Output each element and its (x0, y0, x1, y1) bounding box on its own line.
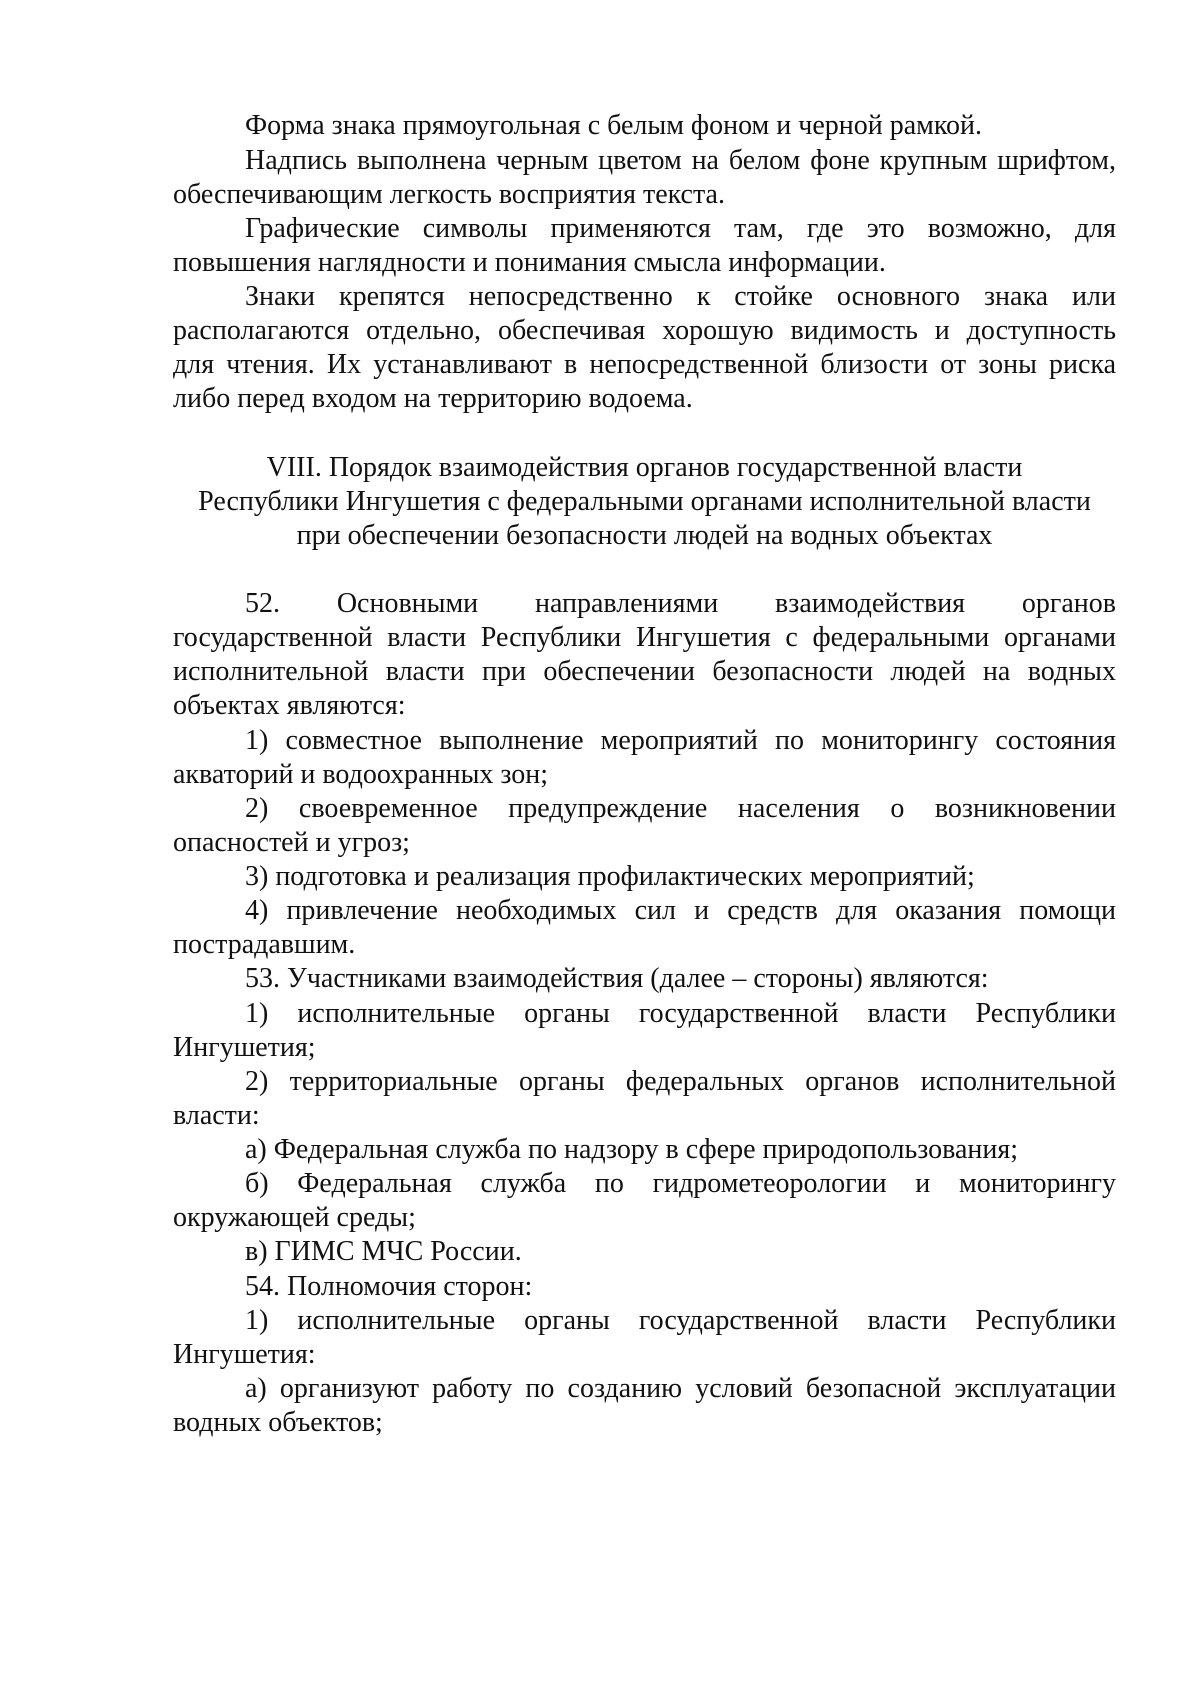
clause-54-1-a: а) организуют работу по созданию условий безопасной эксплуатации (245, 1373, 1116, 1404)
clause-52-1: акваторий и водоохранных зон; (173, 759, 549, 790)
paragraph-sign-mounting: либо перед входом на территорию водоема. (173, 383, 693, 414)
clause-52-4: 4) привлечение необходимых сил и средств для оказания помощи (245, 895, 1116, 926)
paragraph-inscription: обеспечивающим легкость восприятия текста. (173, 179, 725, 210)
clause-53: 53. Участниками взаимодействия (далее – стороны) являются: (245, 963, 989, 994)
paragraph-sign-mounting: располагаются отдельно, обеспечивая хорошую видимость и доступность (173, 315, 1116, 346)
clause-53-1: Ингушетия; (173, 1032, 316, 1063)
clause-52-2: 2) своевременное предупреждение населения о возникновении (245, 793, 1116, 824)
clause-52-3: 3) подготовка и реализация профилактических мероприятий; (245, 861, 975, 892)
clause-52-4: пострадавшим. (173, 929, 356, 960)
paragraph-inscription: Надпись выполнена черным цветом на белом фоне крупным шрифтом, (245, 145, 1116, 176)
clause-53-2: власти: (173, 1100, 260, 1131)
clause-53-2: 2) территориальные органы федеральных органов исполнительной (245, 1066, 1116, 1097)
clause-54: 54. Полномочия сторон: (245, 1271, 533, 1302)
clause-52: государственной власти Республики Ингушетия с федеральными органами (173, 622, 1116, 653)
clause-54-1: Ингушетия: (173, 1339, 316, 1370)
clause-52: объектах являются: (173, 690, 406, 721)
clause-52: исполнительной власти при обеспечении безопасности людей на водных (173, 656, 1116, 687)
clause-52-1: 1) совместное выполнение мероприятий по мониторингу состояния (245, 725, 1116, 756)
paragraph-sign-mounting: Знаки крепятся непосредственно к стойке основного знака или (245, 281, 1116, 312)
clause-53-2-b: б) Федеральная служба по гидрометеорологии и мониторингу (245, 1168, 1116, 1199)
paragraph-sign-mounting: для чтения. Их устанавливают в непосредственной близости от зоны риска (173, 349, 1116, 380)
paragraph-graphic-symbols: Графические символы применяются там, где это возможно, для (245, 213, 1116, 244)
clause-53-2-b: окружающей среды; (173, 1202, 416, 1233)
paragraph-graphic-symbols: повышения наглядности и понимания смысла информации. (173, 247, 886, 278)
clause-53-2-c: в) ГИМС МЧС России. (245, 1236, 522, 1267)
clause-52-2: опасностей и угроз; (173, 827, 410, 858)
clause-53-2-a: а) Федеральная служба по надзору в сфере природопользования; (245, 1134, 1019, 1165)
section-heading: Республики Ингушетия с федеральными органами исполнительной власти (198, 486, 1091, 517)
clause-54-1-a: водных объектов; (173, 1407, 383, 1438)
section-heading: VIII. Порядок взаимодействия органов государственной власти (266, 452, 1023, 483)
section-heading: при обеспечении безопасности людей на водных объектах (296, 520, 993, 551)
clause-53-1: 1) исполнительные органы государственной власти Республики (245, 998, 1116, 1029)
clause-54-1: 1) исполнительные органы государственной власти Республики (245, 1305, 1116, 1336)
paragraph-sign-shape: Форма знака прямоугольная с белым фоном и черной рамкой. (245, 110, 983, 141)
clause-52: 52. Основными направлениями взаимодействия органов (245, 588, 1116, 619)
